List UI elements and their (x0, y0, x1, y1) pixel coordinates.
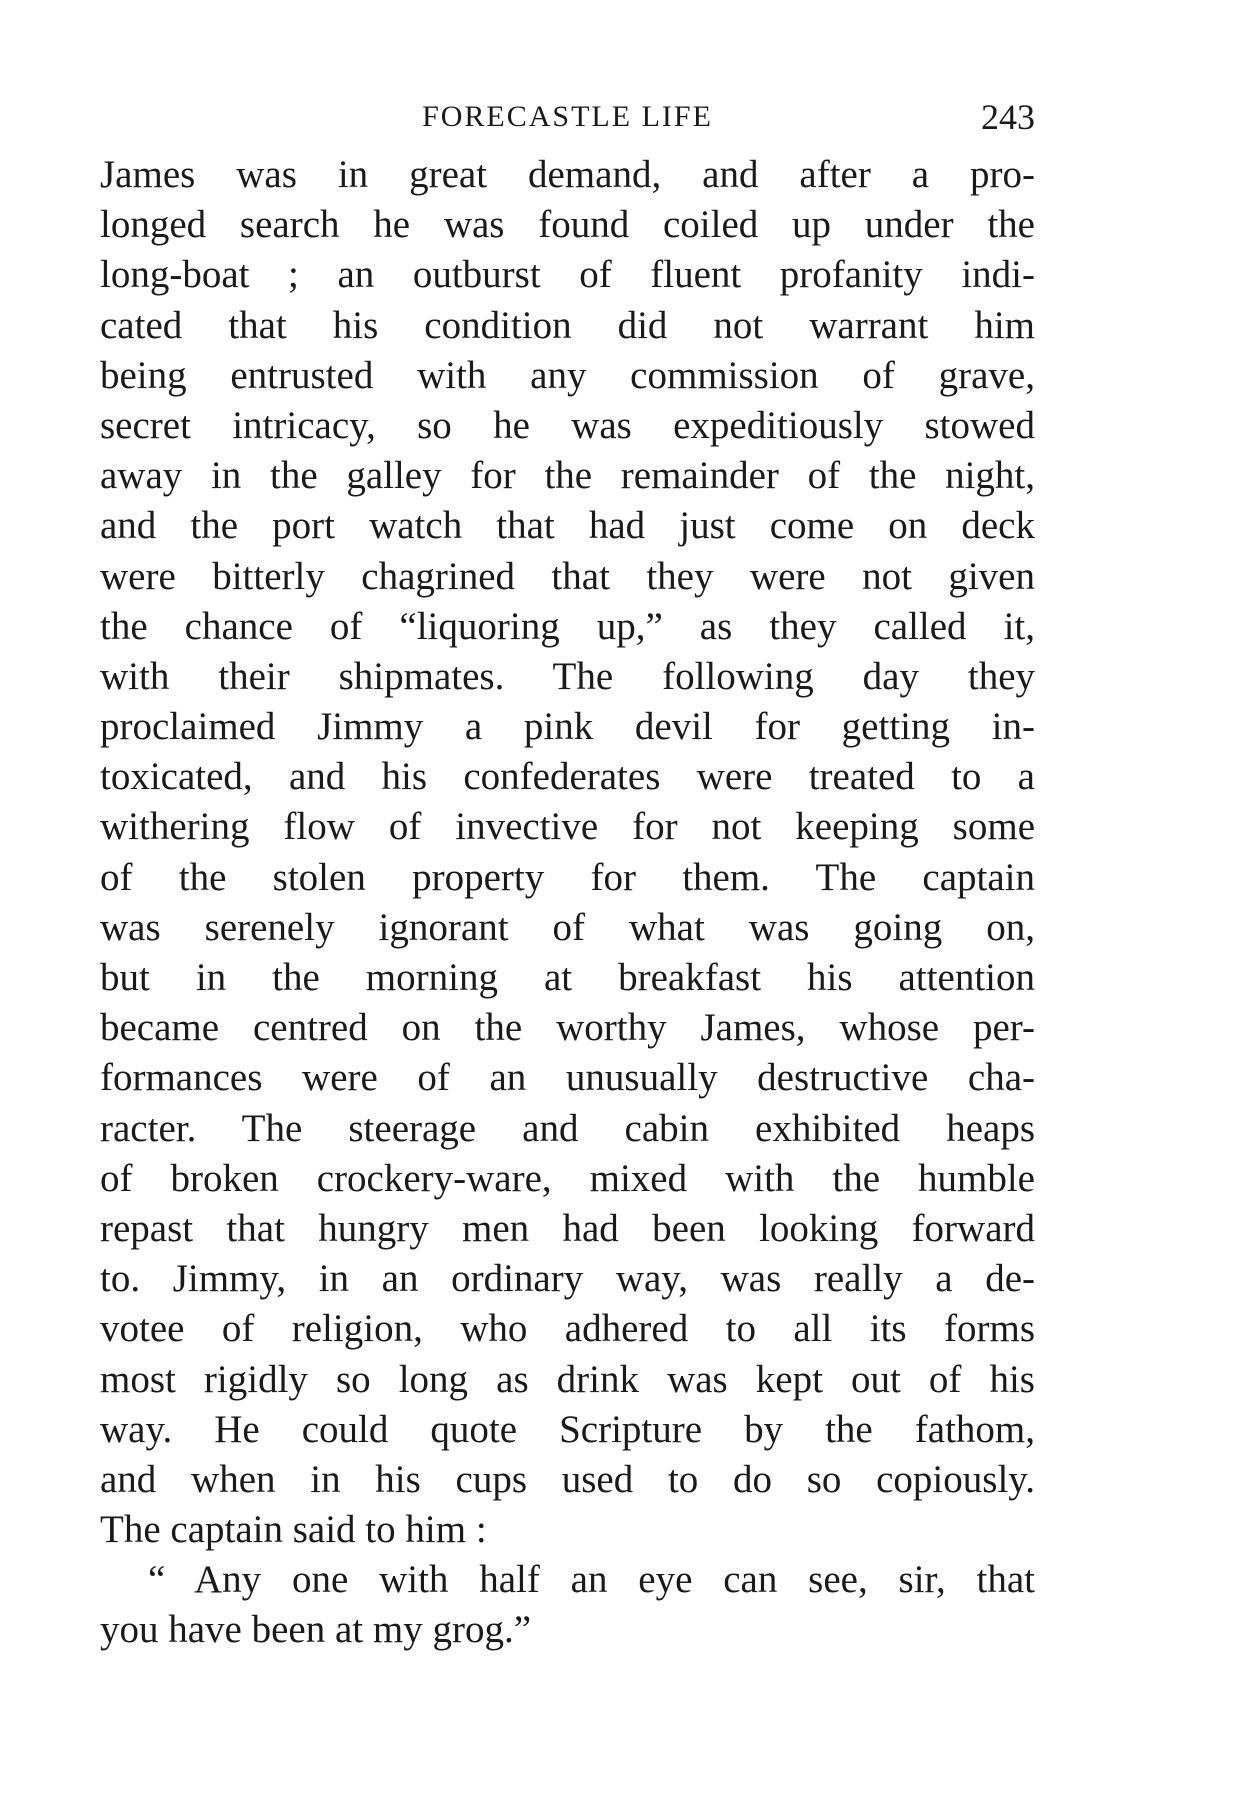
text-line: were bitterly chagrined that they were not given (100, 554, 1035, 598)
text-line: was serenely ignorant of what was going on, (100, 905, 1035, 949)
page-number: 243 (981, 97, 1035, 137)
text-line: long-boat ; an outburst of fluent profanity indi- (100, 253, 1035, 297)
text-line: formances were of an unusually destructive cha- (100, 1056, 1035, 1100)
text-line: cated that his condition did not warrant him (100, 303, 1035, 347)
text-line: withering flow of invective for not keeping some (100, 805, 1035, 849)
text-line-paragraph-end: The captain said to him : (100, 1508, 487, 1552)
text-line: way. He could quote Scripture by the fathom, (100, 1407, 1035, 1451)
text-line: being entrusted with any commission of grave, (100, 353, 1035, 397)
running-head (100, 92, 1035, 142)
text-line: became centred on the worthy James, whose per- (100, 1006, 1035, 1050)
text-line: and when in his cups used to do so copiously. (100, 1457, 1035, 1501)
text-line: and the port watch that had just come on deck (100, 504, 1035, 548)
body-text (100, 150, 1035, 1656)
text-line-paragraph-end: you have been at my grog.” (100, 1608, 532, 1652)
text-line: away in the galley for the remainder of the night, (100, 454, 1035, 498)
running-title: FORECASTLE LIFE (422, 100, 713, 133)
text-line: repast that hungry men had been looking forward (100, 1206, 1035, 1250)
text-line: of broken crockery-ware, mixed with the humble (100, 1156, 1035, 1200)
text-line: James was in great demand, and after a pro- (100, 153, 1035, 196)
text-line: toxicated, and his confederates were treated to a (100, 755, 1035, 799)
text-line: votee of religion, who adhered to all its forms (100, 1307, 1035, 1351)
text-line-quote-start: “ Any one with half an eye can see, sir, that (148, 1558, 1035, 1602)
text-line: with their shipmates. The following day they (100, 654, 1035, 698)
text-line: racter. The steerage and cabin exhibited heaps (100, 1106, 1035, 1150)
text-line: proclaimed Jimmy a pink devil for getting in- (100, 705, 1035, 749)
text-line: longed search he was found coiled up under the (100, 203, 1035, 247)
text-line: most rigidly so long as drink was kept out of his (100, 1357, 1035, 1401)
text-line: secret intricacy, so he was expeditiously stowed (100, 403, 1035, 447)
text-line: to. Jimmy, in an ordinary way, was really a de- (100, 1257, 1035, 1301)
text-line: the chance of “liquoring up,” as they called it, (100, 604, 1035, 648)
text-line: but in the morning at breakfast his attention (100, 956, 1035, 999)
text-line: of the stolen property for them. The captain (100, 855, 1035, 899)
